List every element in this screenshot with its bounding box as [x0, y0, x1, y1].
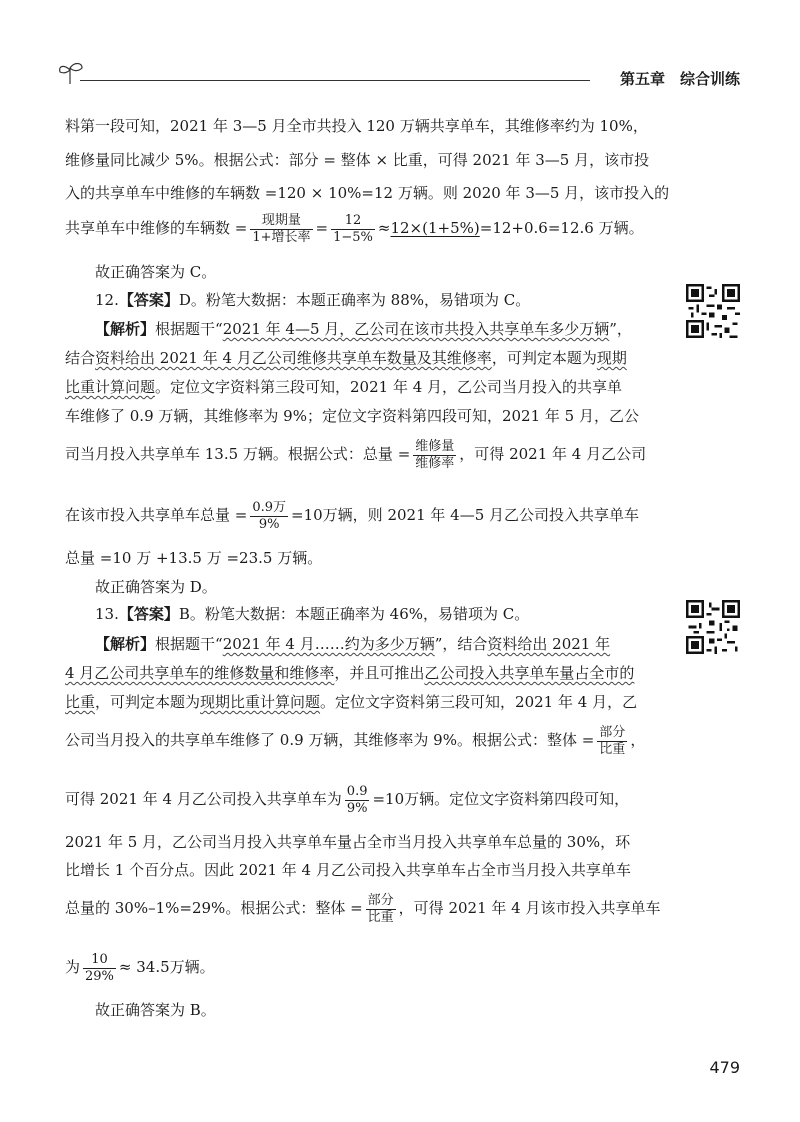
fraction-denominator: 比重: [599, 741, 626, 757]
text-span: ，可判定本题为: [491, 349, 597, 367]
fraction: [597, 725, 627, 758]
wavy-underlined-text: 资料给出 2021 年 4 月乙公司维修共享单车数量及其维修率: [95, 349, 492, 367]
text-span: ≈ 34.5万辆。: [118, 958, 215, 976]
fraction-denominator: 维修率: [415, 455, 455, 471]
text-line: 总量 =10 万 +13.5 万 =23.5 万辆。: [65, 549, 323, 567]
text-span: ”，: [609, 320, 632, 338]
fraction-denominator: 1+增长率: [252, 229, 311, 245]
q13-answer-line: [95, 604, 695, 624]
text-span: ，可判定本题为: [95, 693, 201, 711]
qr-code-icon[interactable]: [686, 284, 740, 338]
question-number: 13.: [95, 605, 119, 623]
formula-line: [65, 206, 665, 250]
text-line: 入的共享单车中维修的车辆数 =120 × 10%=12 万辆。则 2020 年 3—5 月，该市投入的: [65, 184, 670, 202]
text-span: ，可得 2021 年 4 月乙公司: [459, 445, 647, 463]
fraction: [366, 893, 396, 926]
text-span: ，可得 2021 年 4 月该市投入共享单车: [398, 899, 661, 917]
fraction-numerator: 10: [83, 952, 116, 969]
wavy-underlined-text: 2021 年 4 月……约为多少万辆: [222, 635, 435, 653]
fraction-denominator: 29%: [85, 968, 114, 984]
text-span: 根据题干“: [155, 320, 223, 338]
formula-line: [65, 886, 665, 930]
fraction-numerator: 维修量: [415, 438, 455, 454]
text-line: 车维修了 0.9 万辆，其维修率为 9%；定位文字资料第四段可知，2021 年 5 月，乙公: [65, 407, 639, 425]
text-span: 总量的 30%–1%=29%。根据公式：整体 =: [65, 899, 363, 917]
fraction-numerator: 12: [331, 213, 375, 230]
fraction-numerator: 现期量: [250, 213, 312, 230]
wavy-underlined-text: 乙公司投入共享单车量占全市的: [424, 664, 635, 682]
analysis-line: [95, 319, 695, 339]
text-line: [65, 663, 665, 683]
text-span: 。定位文字资料第三段可知，2021 年 4 月，乙: [320, 693, 638, 711]
answer-line: 故正确答案为 B。: [95, 1001, 216, 1019]
text-span: 。定位文字资料第三段可知，2021 年 4 月，乙公司当月投入的共享单: [155, 378, 623, 396]
fraction: [413, 439, 456, 472]
fraction-denominator: 9%: [346, 800, 368, 816]
analysis-tag: 【解析】: [95, 320, 156, 338]
text-span: 司当月投入共享单车 13.5 万辆。根据公式：总量 =: [65, 445, 411, 463]
text-span: ”，结合: [434, 635, 488, 653]
text-span: =10万辆。定位文字资料第四段可知，: [372, 790, 630, 808]
fraction-numerator: 0.9: [346, 783, 368, 799]
fraction: [331, 213, 375, 246]
text-span: 可得 2021 年 4 月乙公司投入共享单车为: [65, 790, 342, 808]
text-line: 2021 年 5 月，乙公司当月投入共享单车量占全市当月投入共享单车总量的 30%，环: [65, 833, 631, 851]
text-span: 结合: [65, 349, 96, 367]
wavy-underlined-text: 比重计算问题: [65, 378, 156, 396]
header-rule: [80, 80, 590, 81]
fraction-denominator: 1−5%: [333, 229, 373, 245]
fraction-numerator: 部分: [367, 892, 394, 908]
fraction: [250, 213, 312, 246]
text-span: 公司当月投入的共享单车维修了 0.9 万辆，其维修率为 9%。根据公式：整体 =: [65, 731, 595, 749]
approx-sign: ≈: [377, 219, 391, 237]
text-line: [65, 692, 665, 712]
answer-tag: 【答案】: [118, 605, 179, 623]
text-line: 料第一段可知，2021 年 3—5 月全市共投入 120 万辆共享单车，其维修率约为 10%，: [65, 117, 648, 135]
wavy-underlined-text: 现期比重计算问题: [200, 693, 321, 711]
text-span: =12+0.6=12.6 万辆。: [479, 219, 644, 237]
formula-line: [65, 777, 665, 821]
text-span: 根据题干“: [155, 635, 223, 653]
section-title: 综合训练: [679, 70, 740, 88]
text-line: 比增长 1 个百分点。因此 2021 年 4 月乙公司投入共享单车占全市当月投入共享单车: [65, 861, 631, 879]
text-span: 在该市投入共享单车总量 =: [65, 506, 248, 524]
fraction-numerator: 0.9万: [252, 499, 287, 515]
q12-answer-line: [95, 290, 695, 310]
formula-line: [65, 718, 665, 762]
answer-tag: 【答案】: [118, 291, 179, 309]
text-span: ，: [630, 731, 646, 749]
formula-line: [65, 493, 665, 537]
fraction-denominator: 比重: [367, 909, 394, 925]
fraction: [250, 500, 288, 533]
wavy-underlined-text: 现期: [596, 349, 627, 367]
sprout-icon: [56, 60, 86, 86]
chapter-title: 第五章: [619, 70, 665, 88]
text-span: 为: [65, 958, 81, 976]
wavy-underlined-text: 比重: [65, 693, 96, 711]
wavy-underlined-text: 2021 年 4—5 月，乙公司在该市共投入共享单车多少万辆: [222, 320, 610, 338]
page-number: 479: [709, 1058, 740, 1077]
equals-sign: =: [315, 219, 329, 237]
analysis-line: [95, 634, 695, 654]
text-line: [65, 377, 665, 397]
text-line: 维修量同比减少 5%。根据公式：部分 = 整体 × 比重，可得 2021 年 3—5 月，该市投: [65, 151, 650, 169]
underlined-expression: 12×(1+5%): [390, 219, 480, 237]
wavy-underlined-text: 资料给出 2021 年: [487, 635, 611, 653]
formula-line: [65, 945, 665, 989]
question-number: 12.: [95, 291, 119, 309]
answer-line: 故正确答案为 C。: [95, 263, 217, 281]
text-line: [65, 348, 665, 368]
text-span: =10万辆，则 2021 年 4—5 月乙公司投入共享单车: [291, 506, 640, 524]
analysis-tag: 【解析】: [95, 635, 156, 653]
qr-code-icon[interactable]: [686, 600, 740, 654]
fraction: [83, 952, 116, 985]
formula-line: [65, 432, 665, 476]
fraction-denominator: 9%: [258, 516, 280, 532]
answer-text: B。粉笔大数据：本题正确率为 46%，易错项为 C。: [178, 605, 530, 623]
wavy-underlined-text: 4 月乙公司共享单车的维修数量和维修率: [65, 664, 335, 682]
fraction: [345, 784, 370, 817]
running-header: [50, 60, 740, 100]
text-span: 共享单车中维修的车辆数 =: [65, 219, 248, 237]
answer-line: 故正确答案为 D。: [95, 578, 217, 596]
fraction-numerator: 部分: [599, 724, 626, 740]
answer-text: D。粉笔大数据：本题正确率为 88%，易错项为 C。: [178, 291, 531, 309]
text-span: ，并且可推出: [334, 664, 425, 682]
